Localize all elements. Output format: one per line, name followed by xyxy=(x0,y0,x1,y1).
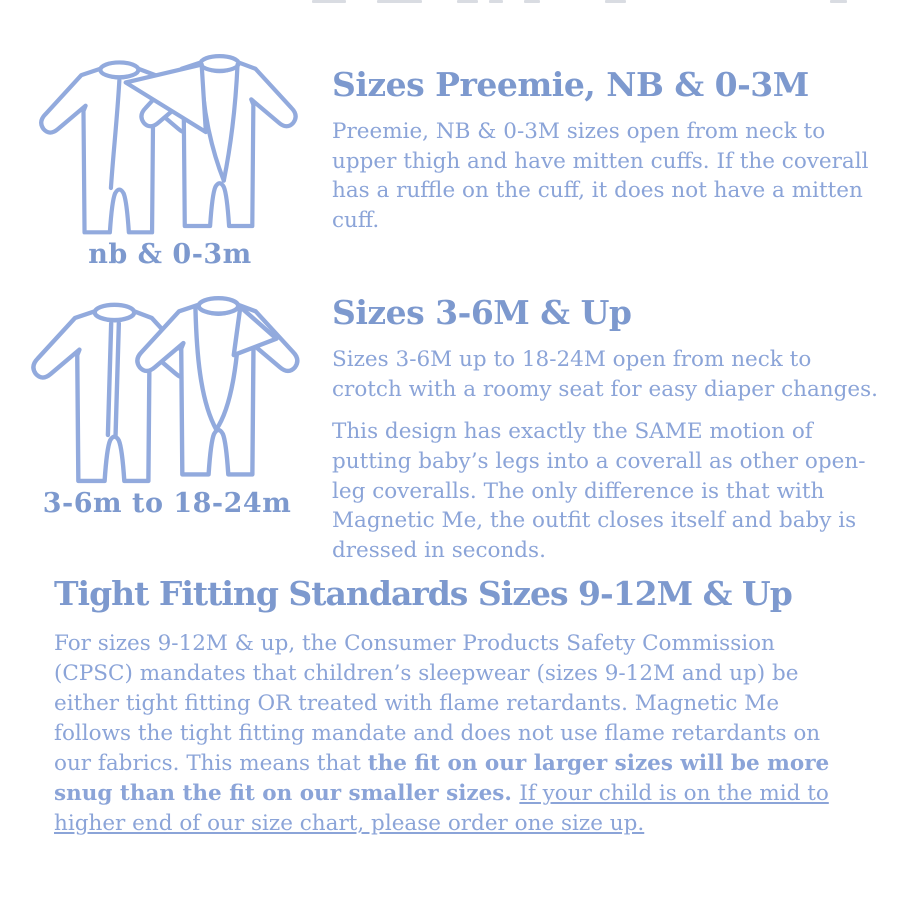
coverall-illustration-nb-0-3m xyxy=(36,54,304,270)
section-text-preemie: Preemie, NB & 0-3M sizes open from neck to upper thigh and have mitten cuffs. If the coverall has a ruffle on the cuff, it does not have a mitten cuff. xyxy=(332,118,869,233)
section-heading-3-6m: Sizes 3-6M & Up xyxy=(332,293,632,332)
artifact-dash xyxy=(312,0,346,3)
artifact-dash xyxy=(830,0,847,3)
size-up-advice-link[interactable]: If your child is on the mid to higher end of our size chart, please order one size up. xyxy=(54,781,829,837)
section-text-3-6m-a: Sizes 3-6M up to 18-24M open from neck to crotch with a roomy seat for easy diaper changes. xyxy=(332,346,878,402)
artifact-dash xyxy=(377,0,422,3)
coverall-drawing-neck-to-thigh-icon xyxy=(36,54,304,235)
tight-fitting-text-bold: the fit on our larger sizes will be more snug than the fit on our smaller sizes. xyxy=(54,750,830,807)
tight-fitting-heading: Tight Fitting Standards Sizes 9-12M & Up xyxy=(54,574,792,613)
illustration-caption-nb-0-3m: nb & 0-3m xyxy=(88,239,252,271)
artifact-dash xyxy=(457,0,478,3)
section-text-3-6m-b: This design has exactly the SAME motion of putting baby’s legs into a coverall as other open-leg coveralls. The only difference is that with Magnetic Me, the outfit closes itself and baby is dressed in seconds. xyxy=(332,419,866,563)
section-heading-preemie: Sizes Preemie, NB & 0-3M xyxy=(332,65,809,104)
artifact-dash xyxy=(524,0,540,3)
coverall-drawing-neck-to-crotch-icon xyxy=(28,296,306,484)
tight-fitting-text xyxy=(54,629,858,840)
section-tight-fitting xyxy=(54,574,858,839)
tight-fitting-text-regular: For sizes 9-12M & up, the Consumer Products Safety Commission (CPSC) mandates that children’s sleepwear (sizes 9-12M and up) be either tight fitting OR treated with flame retardants. Magnetic Me follows the tight fitting mandate and does not use flame retardants on our fabrics. This means that xyxy=(54,630,821,776)
artifact-dash xyxy=(489,0,503,3)
coverall-illustration-3-6m-up xyxy=(28,296,306,519)
artifact-dash xyxy=(605,0,626,3)
illustration-caption-3-6m: 3-6m to 18-24m xyxy=(42,488,292,520)
section-3-6m xyxy=(332,294,884,566)
section-preemie xyxy=(332,66,880,236)
